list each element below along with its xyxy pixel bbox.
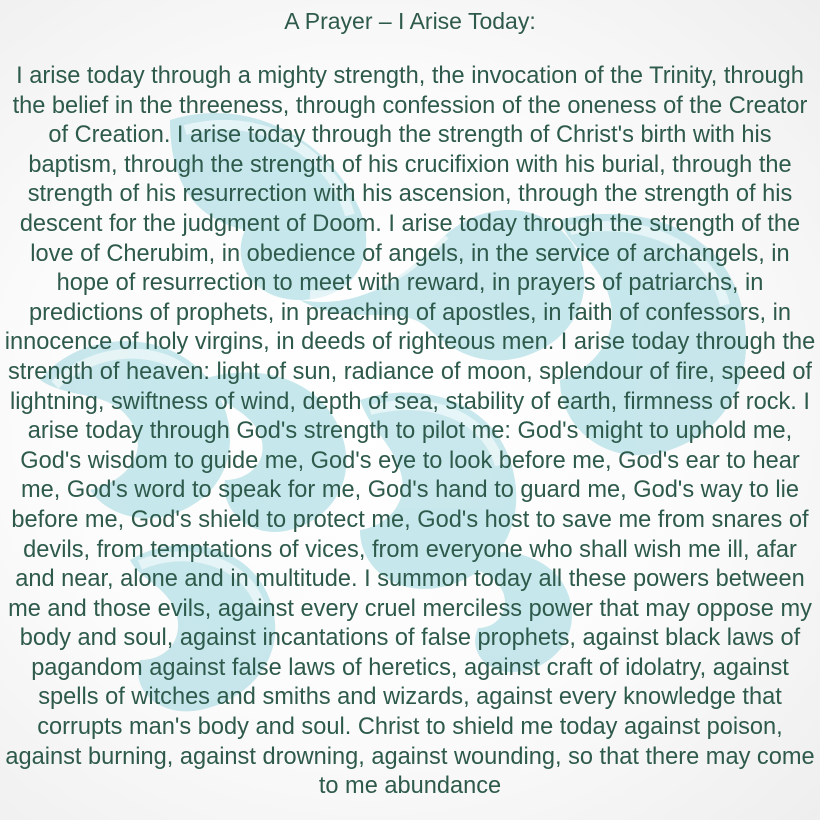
- page-title: A Prayer – I Arise Today:: [284, 8, 536, 34]
- prayer-body-text: I arise today through a mighty strength, the invocation of the Trinity, through the belief in the threeness, through confession of the oneness of the Creator of Creation. I arise today through the strength of Christ's birth with his baptism, through the strength of his crucifixion with his burial, through the strength of his resurrection with his ascension, through the strength of his descent for the judgment of Doom. I arise today through the strength of the love of Cherubim, in obedience of angels, in the service of archangels, in hope of resurrection to meet with reward, in prayers of patriarchs, in predictions of prophets, in preaching of apostles, in faith of confessors, in innocence of holy virgins, in deeds of righteous men. I arise today through the strength of heaven: light of sun, radiance of moon, splendour of fire, speed of lightning, swiftness of wind, depth of sea, stability of earth, firmness of rock. I arise today through God's strength to pilot me: God's might to uphold me, God's wisdom to guide me, God's eye to look before me, God's ear to hear me, God's word to speak for me, God's hand to guard me, God's way to lie before me, God's shield to protect me, God's host to save me from snares of devils, from temptations of vices, from everyone who shall wish me ill, afar and near, alone and in multitude. I summon today all these powers between me and those evils, against every cruel merciless power that may oppose my body and soul, against incantations of false prophets, against black laws of pagandom against false laws of heretics, against craft of idolatry, against spells of witches and smiths and wizards, against every knowledge that corrupts man's body and soul. Christ to shield me today against poison, against burning, against drowning, against wounding, so that there may come to me abundance: [4, 63, 816, 800]
